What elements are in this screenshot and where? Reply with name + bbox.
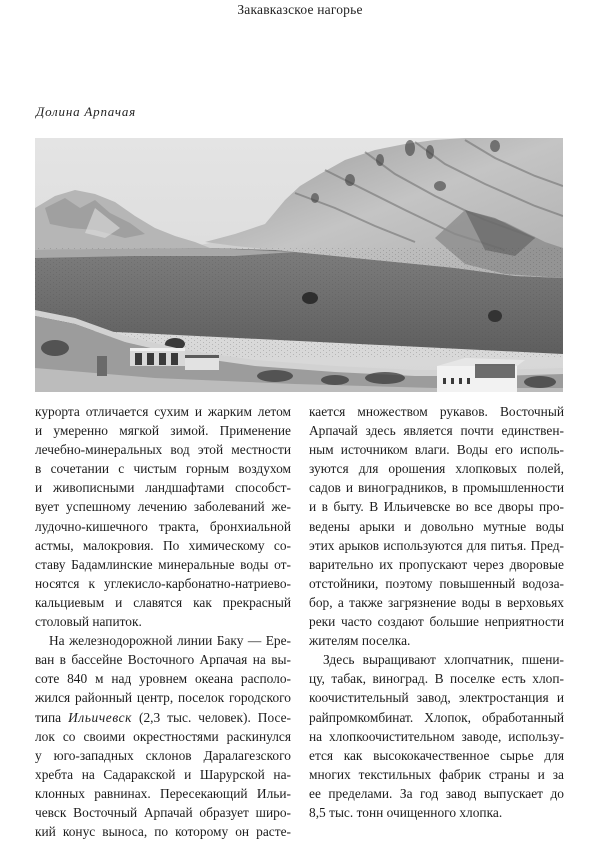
photo-illustration	[35, 138, 563, 392]
text-line: лок со своими окрестностями раскинулся	[35, 728, 291, 744]
text-line: цу, табак, виноград. В поселке есть хлоп-	[309, 671, 564, 687]
text-line: лечебно-минеральных вод этой местности	[35, 442, 291, 458]
text-line: жился районный центр, поселок городского	[35, 690, 291, 706]
text-line: этих арыков используются для питья. Пред-	[309, 537, 564, 553]
paragraph	[35, 402, 291, 631]
text-line: райпромкомбинат. Хлопок, обработанный	[309, 709, 564, 725]
text-column-right	[309, 402, 564, 822]
paragraph	[309, 650, 564, 822]
text-line: астмы, малокровия. По химическому со-	[35, 537, 291, 553]
text-line: Здесь выращивают хлопчатник, пшени-	[323, 652, 564, 668]
place-name-emphasis: Ильичевск	[68, 709, 132, 725]
text-line: и живописными ландшафтами способст-	[35, 480, 291, 496]
text-line: многих текстильных фабрик страны и за	[309, 766, 564, 782]
text-line: кий конус выноса, по которому он расте-	[35, 824, 291, 840]
text-line: 8,5 тыс. тонн очищенного хлопка.	[309, 804, 503, 820]
text-line: столовый напиток.	[35, 614, 142, 630]
text-line: ведены арыки и довольно мутные воды	[309, 518, 564, 534]
text-line: ставу Бадамлинские минеральные воды от-	[35, 556, 291, 572]
text-line: На железнодорожной линии Баку — Ере-	[49, 633, 291, 649]
text-line: кается множеством рукавов. Восточный	[309, 404, 564, 419]
text-line: варительно их пропускают через дворовые	[309, 556, 564, 572]
paragraph	[35, 631, 291, 841]
text-line: лудочно-кишечного тракта, бронхиальной	[35, 518, 291, 534]
text-fragment: типа	[35, 709, 62, 725]
text-line: чевск Восточный Арпачай образует широ-	[35, 804, 291, 820]
text-line: зуются для орошения хлопковых полей,	[309, 461, 564, 477]
text-line: вует успешному лечению заболеваний же-	[35, 499, 291, 515]
text-line: и в быту. В Ильичевске во все дворы про-	[309, 499, 564, 515]
text-line: Арпачай здесь является почти единствен-	[309, 423, 564, 439]
text-line: садов и виноградников, в промышленности	[309, 480, 564, 496]
paragraph	[309, 402, 564, 650]
text-line: бор, а также загрязнение воды в верховьях	[309, 594, 564, 610]
text-column-left	[35, 402, 291, 841]
text-line: ван в бассейне Восточного Арпачая на вы-	[35, 652, 291, 668]
text-line: курорта отличается сухим и жарким летом	[35, 404, 291, 419]
text-line: коочистительный завод, электростанция и	[309, 690, 564, 706]
text-line	[35, 708, 291, 727]
text-line: кальциевым и славятся как прекрасный	[35, 594, 291, 610]
text-line: клонных равнинах. Пересекающий Ильи-	[35, 785, 291, 801]
text-fragment: (2,3 тыс. человек). Посе-	[138, 709, 291, 725]
text-line: хребта на Садаракской и Шарурской на-	[35, 766, 291, 782]
text-line: и умеренно мягкой зимой. Применение	[35, 423, 291, 439]
text-line: в сочетании с чистым горным воздухом	[35, 461, 291, 477]
text-line: у юго-западных склонов Даралагезского	[35, 747, 291, 763]
text-line: носятся к углекисло-карбонатно-натриево-	[35, 575, 291, 591]
text-line: реки часто создают большие неприятности	[309, 614, 564, 630]
valley-photograph	[35, 138, 563, 392]
text-line: отстойники, поэтому повышенный водоза-	[309, 575, 564, 591]
text-line: ее пределами. За год завод выпускает до	[309, 785, 564, 801]
text-line: жителям поселка.	[309, 633, 411, 649]
text-line: ется как высококачественное сырье для	[309, 747, 564, 763]
text-line: ным источником влаги. Воды его исполь-	[309, 442, 564, 458]
text-line: на хлопкоочистительном заводе, использу-	[309, 728, 564, 744]
running-head: Закавказское нагорье	[237, 2, 363, 17]
text-line: соте 840 м над уровнем океана располо-	[35, 671, 291, 687]
figure-caption: Долина Арпачая	[36, 104, 137, 119]
